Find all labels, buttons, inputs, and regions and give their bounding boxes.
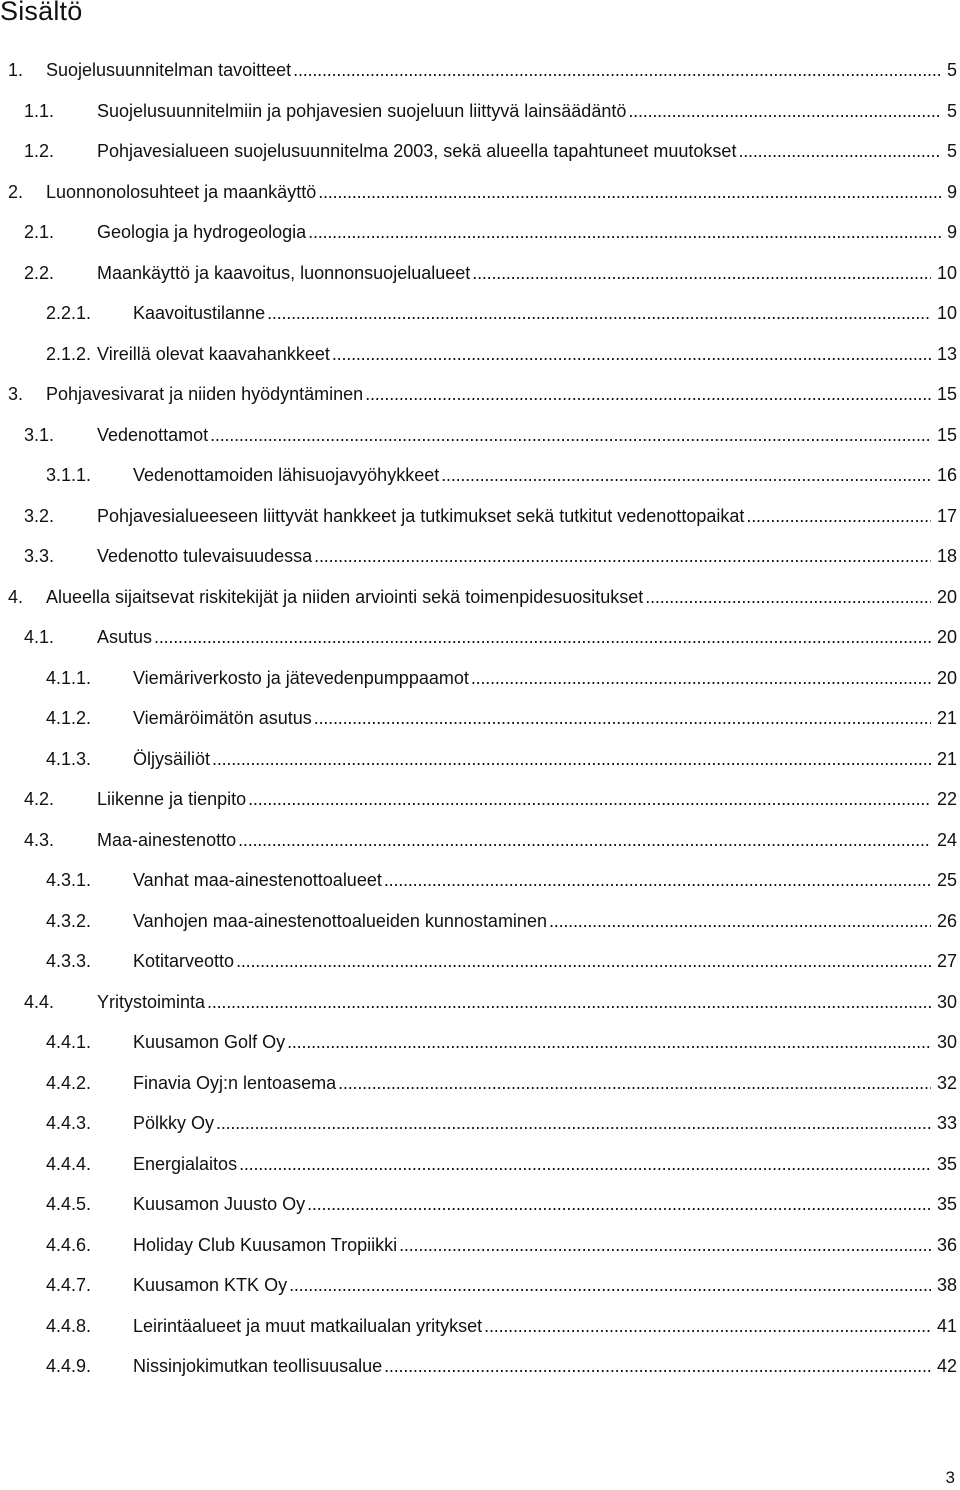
toc-entry-title: Holiday Club Kuusamon Tropiikki <box>133 1234 398 1255</box>
dot-leader <box>308 221 941 243</box>
toc-entry-page: 10 <box>936 262 957 283</box>
toc-entry[interactable] <box>0 374 960 415</box>
toc-entry-number: 4.4.3. <box>46 1113 92 1134</box>
toc-entry-number: 4.4.5. <box>46 1194 92 1215</box>
dot-leader <box>471 667 931 689</box>
toc-entry-title: Yritystoiminta <box>97 991 206 1012</box>
dot-leader <box>738 140 941 162</box>
toc-entry-number: 1.1. <box>24 100 55 121</box>
toc-entry-page: 26 <box>936 910 957 931</box>
toc-entry-number: 4.4.7. <box>46 1275 92 1296</box>
toc-entry-page: 25 <box>936 870 957 891</box>
toc-entry[interactable] <box>0 941 960 982</box>
toc-entry[interactable] <box>0 455 960 496</box>
toc-entry[interactable] <box>0 212 960 253</box>
toc-entry[interactable] <box>0 1184 960 1225</box>
toc-entry-page: 20 <box>936 667 957 688</box>
dot-leader <box>267 302 931 324</box>
toc-entry-number: 3.1. <box>24 424 55 445</box>
toc-entry-title: Nissinjokimutkan teollisuusalue <box>133 1356 383 1377</box>
dot-leader <box>318 181 941 203</box>
toc-entry-number: 4.1.3. <box>46 748 92 769</box>
toc-entry-page: 35 <box>936 1153 957 1174</box>
dot-leader <box>207 991 931 1013</box>
toc-entry-page: 24 <box>936 829 957 850</box>
toc-entry-title: Energialaitos <box>133 1153 238 1174</box>
toc-entry[interactable] <box>0 1346 960 1387</box>
toc-entry[interactable] <box>0 293 960 334</box>
dot-leader <box>384 1355 931 1377</box>
toc-entry-page: 27 <box>936 951 957 972</box>
toc-entry-number: 2.2.1. <box>46 303 92 324</box>
toc-entry-title: Suojelusuunnitelman tavoitteet <box>46 60 292 81</box>
dot-leader <box>645 586 931 608</box>
toc-entry-page: 33 <box>936 1113 957 1134</box>
toc-entry[interactable] <box>0 131 960 172</box>
toc-entry-page: 20 <box>936 627 957 648</box>
toc-entry-title: Asutus <box>97 627 153 648</box>
toc-entry-page: 9 <box>946 181 957 202</box>
toc-entry-title: Kuusamon Golf Oy <box>133 1032 286 1053</box>
toc-entry[interactable] <box>0 698 960 739</box>
toc-entry-page: 38 <box>936 1275 957 1296</box>
toc-entry[interactable] <box>0 1144 960 1185</box>
toc-entry-number: 4.4.6. <box>46 1234 92 1255</box>
toc-entry-title: Pohjavesialueen suojelusuunnitelma 2003, sekä alueella tapahtuneet muutokset <box>97 141 737 162</box>
toc-entry-number: 4.3. <box>24 829 55 850</box>
dot-leader <box>216 1112 931 1134</box>
toc-entry-title: Leirintäalueet ja muut matkailualan yritykset <box>133 1315 483 1336</box>
dot-leader <box>365 383 931 405</box>
page-number: 3 <box>945 1468 955 1487</box>
toc-entry[interactable] <box>0 334 960 375</box>
dot-leader <box>628 100 941 122</box>
dot-leader <box>239 1153 931 1175</box>
toc-entry[interactable] <box>0 1103 960 1144</box>
toc-entry-title: Vedenottamoiden lähisuojavyöhykkeet <box>133 465 440 486</box>
toc-entry-number: 4.4.4. <box>46 1153 92 1174</box>
toc-entry[interactable] <box>0 860 960 901</box>
toc-entry-title: Finavia Oyj:n lentoasema <box>133 1072 337 1093</box>
toc-entry[interactable] <box>0 577 960 618</box>
dot-leader <box>293 59 941 81</box>
dot-leader <box>549 910 931 932</box>
toc-entry-page: 9 <box>946 222 957 243</box>
dot-leader <box>307 1193 931 1215</box>
toc-entry-number: 1.2. <box>24 141 55 162</box>
toc-entry-page: 5 <box>946 100 957 121</box>
toc-entry-page: 5 <box>946 60 957 81</box>
toc-entry-page: 36 <box>936 1234 957 1255</box>
dot-leader <box>289 1274 931 1296</box>
toc-entry-title: Vanhojen maa-ainestenottoalueiden kunnostaminen <box>133 910 547 931</box>
toc-entry-page: 42 <box>936 1356 957 1377</box>
toc-entry-title: Kuusamon Juusto Oy <box>133 1194 306 1215</box>
toc-entry[interactable] <box>0 1265 960 1306</box>
toc-entry-number: 4.4.9. <box>46 1356 92 1377</box>
toc-entry-title: Viemäröimätön asutus <box>133 708 312 729</box>
toc-entry[interactable] <box>0 901 960 942</box>
toc-entry-page: 20 <box>936 586 957 607</box>
toc-entry[interactable] <box>0 617 960 658</box>
toc-entry-page: 17 <box>936 505 957 526</box>
toc-entry-title: Pölkky Oy <box>133 1113 215 1134</box>
toc-entry-number: 4.3.3. <box>46 951 92 972</box>
toc-entry-number: 2.1. <box>24 222 55 243</box>
toc-entry[interactable] <box>0 91 960 132</box>
toc-entry[interactable] <box>0 536 960 577</box>
toc-entry[interactable] <box>0 1306 960 1347</box>
toc-entry[interactable] <box>0 820 960 861</box>
toc-entry-number: 4.1. <box>24 627 55 648</box>
toc-entry-title: Vedenotto tulevaisuudessa <box>97 546 313 567</box>
toc-entry-number: 4.4. <box>24 991 55 1012</box>
toc-entry-title: Vedenottamot <box>97 424 209 445</box>
dot-leader <box>746 505 931 527</box>
toc-entry-number: 4.1.2. <box>46 708 92 729</box>
toc-entry-number: 3.1.1. <box>46 465 92 486</box>
toc-entry-page: 13 <box>936 343 957 364</box>
toc-entry-number: 4.1.1. <box>46 667 92 688</box>
dot-leader <box>154 626 931 648</box>
toc-entry-page: 21 <box>936 708 957 729</box>
toc-entry[interactable] <box>0 982 960 1023</box>
toc-entry[interactable] <box>0 253 960 294</box>
toc-entry[interactable] <box>0 658 960 699</box>
toc-entry-number: 3.2. <box>24 505 55 526</box>
toc-entry[interactable] <box>0 496 960 537</box>
toc-entry[interactable] <box>0 1063 960 1104</box>
toc-entry-number: 4.4.1. <box>46 1032 92 1053</box>
dot-leader <box>248 788 931 810</box>
toc-entry-page: 15 <box>936 424 957 445</box>
toc-entry-title: Maankäyttö ja kaavoitus, luonnonsuojelualueet <box>97 262 471 283</box>
toc-entry[interactable] <box>0 779 960 820</box>
toc-entry[interactable] <box>0 1022 960 1063</box>
toc-entry-title: Pohjavesialueeseen liittyvät hankkeet ja tutkimukset sekä tutkitut vedenottopaikat <box>97 505 745 526</box>
dot-leader <box>399 1234 931 1256</box>
table-of-contents <box>0 50 960 1387</box>
toc-entry-title: Viemäriverkosto ja jätevedenpumppaamot <box>133 667 469 688</box>
dot-leader <box>236 950 931 972</box>
dot-leader <box>287 1031 931 1053</box>
toc-entry-title: Geologia ja hydrogeologia <box>97 222 307 243</box>
toc-entry-page: 41 <box>936 1315 957 1336</box>
dot-leader <box>484 1315 931 1337</box>
toc-entry-number: 4.3.1. <box>46 870 92 891</box>
toc-entry-title: Pohjavesivarat ja niiden hyödyntäminen <box>46 384 364 405</box>
dot-leader <box>332 343 931 365</box>
toc-entry-page: 10 <box>936 303 957 324</box>
dot-leader <box>441 464 931 486</box>
toc-entry-title: Kuusamon KTK Oy <box>133 1275 288 1296</box>
dot-leader <box>314 707 931 729</box>
dot-leader <box>238 829 931 851</box>
toc-entry-number: 3. <box>8 384 24 405</box>
toc-entry[interactable] <box>0 1225 960 1266</box>
toc-entry-number: 4.4.2. <box>46 1072 92 1093</box>
toc-entry-number: 1. <box>8 60 24 81</box>
toc-entry-page: 35 <box>936 1194 957 1215</box>
toc-entry-title: Vireillä olevat kaavahankkeet <box>97 343 330 364</box>
toc-entry-title: Liikenne ja tienpito <box>97 789 247 810</box>
toc-entry-page: 30 <box>936 991 957 1012</box>
dot-leader <box>472 262 931 284</box>
toc-entry-page: 5 <box>946 141 957 162</box>
toc-entry-number: 4.2. <box>24 789 55 810</box>
toc-entry[interactable] <box>0 50 960 91</box>
toc-entry-title: Kotitarveotto <box>133 951 235 972</box>
toc-entry-title: Luonnonolosuhteet ja maankäyttö <box>46 181 317 202</box>
dot-leader <box>384 869 931 891</box>
dot-leader <box>314 545 931 567</box>
toc-entry-page: 22 <box>936 789 957 810</box>
toc-entry-page: 15 <box>936 384 957 405</box>
toc-entry-title: Alueella sijaitsevat riskitekijät ja niiden arviointi sekä toimenpidesuositukset <box>46 586 644 607</box>
toc-entry[interactable] <box>0 415 960 456</box>
toc-entry-number: 4.3.2. <box>46 910 92 931</box>
toc-entry-page: 30 <box>936 1032 957 1053</box>
toc-entry-page: 21 <box>936 748 957 769</box>
toc-entry-page: 18 <box>936 546 957 567</box>
toc-entry-title: Suojelusuunnitelmiin ja pohjavesien suojeluun liittyvä lainsäädäntö <box>97 100 627 121</box>
toc-entry-title: Maa-ainestenotto <box>97 829 237 850</box>
toc-entry-number: 2.2. <box>24 262 55 283</box>
toc-entry-number: 3.3. <box>24 546 55 567</box>
toc-entry-page: 32 <box>936 1072 957 1093</box>
dot-leader <box>210 424 931 446</box>
page-title: Sisältö <box>0 0 83 26</box>
toc-entry-title: Vanhat maa-ainestenottoalueet <box>133 870 382 891</box>
toc-entry-title: Öljysäiliöt <box>133 748 211 769</box>
toc-entry[interactable] <box>0 172 960 213</box>
dot-leader <box>338 1072 931 1094</box>
toc-entry-page: 16 <box>936 465 957 486</box>
toc-entry[interactable] <box>0 739 960 780</box>
toc-entry-number: 2. <box>8 181 24 202</box>
toc-entry-number: 4. <box>8 586 24 607</box>
toc-entry-title: Kaavoitustilanne <box>133 303 266 324</box>
toc-entry-number: 4.4.8. <box>46 1315 92 1336</box>
toc-entry-number: 2.1.2. <box>46 343 92 364</box>
dot-leader <box>212 748 931 770</box>
